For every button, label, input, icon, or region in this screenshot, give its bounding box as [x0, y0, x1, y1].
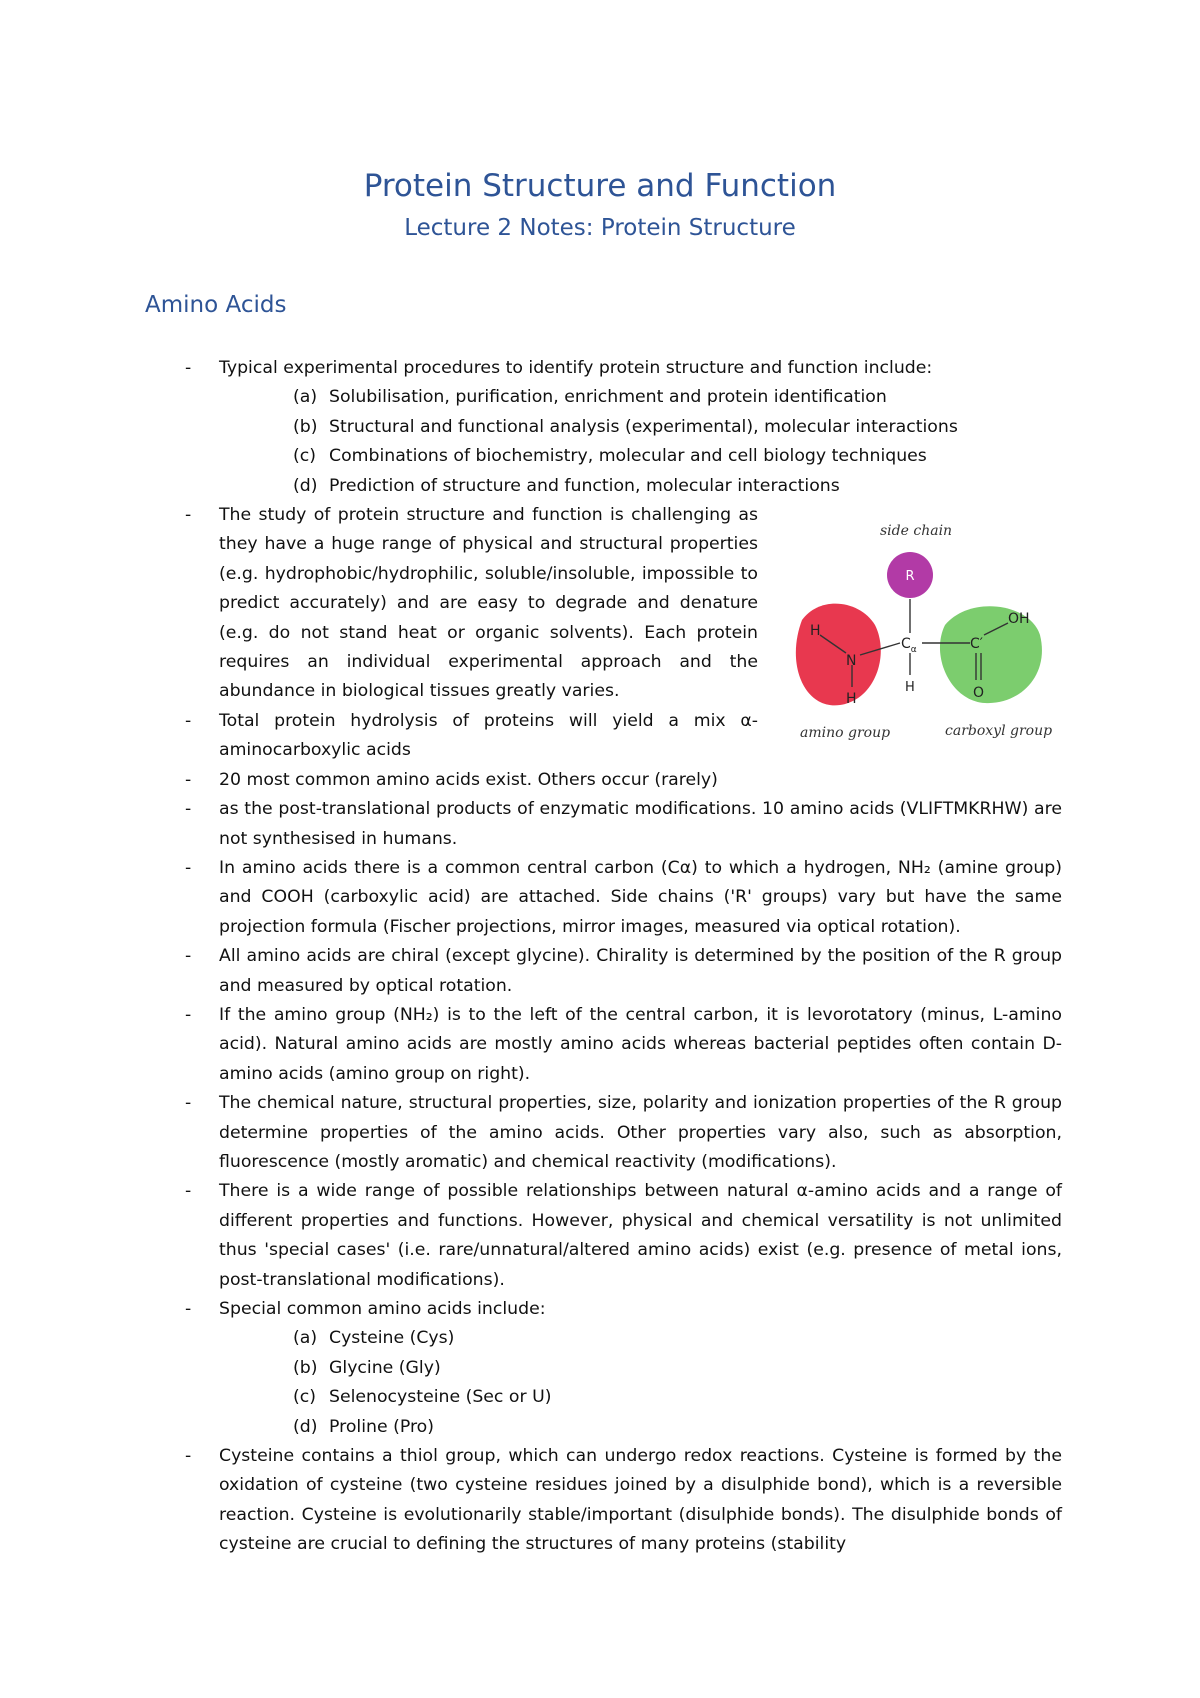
list-item: - All amino acids are chiral (except glycine). Chirality is determined by the position of the R group and measured by optical rotation. [0, 942, 1062, 1001]
sub-item-label: (b) [293, 416, 318, 437]
alpha-carbon-c: C [901, 636, 911, 652]
sub-item [0, 442, 1200, 471]
document-subtitle: Lecture 2 Notes: Protein Structure [404, 215, 796, 241]
alpha-carbon [901, 636, 917, 655]
sub-item [0, 1413, 1200, 1442]
h-atom-left: H [810, 623, 821, 639]
sub-item [0, 383, 1200, 412]
sub-item-text: Structural and functional analysis (experimental), molecular interactions [329, 416, 958, 437]
list-item: - Total protein hydrolysis of proteins will yield a mix α-aminocarboxylic acids [0, 707, 758, 766]
amino-acid-structure-figure [780, 515, 1080, 765]
sub-item-text: Glycine (Gly) [329, 1357, 441, 1378]
list-item: - Cysteine contains a thiol group, which can undergo redox reactions. Cysteine is formed by the oxidation of cysteine (two cysteine residues joined by a disulphide bond), which is a reversible reaction. Cysteine is evolutionarily stable/important (disulphide bonds). The disulphide bonds of cysteine are crucial to defining the structures of many proteins (stability [0, 1442, 1062, 1560]
h-atom-bottom: H [846, 691, 857, 707]
list-item: - If the amino group (NH₂) is to the left of the central carbon, it is levorotatory (minus, L-amino acid). Natural amino acids are mostly amino acids whereas bacterial peptides often contain D-amino acids (amino group on right). [0, 1001, 1062, 1089]
side-chain-label: side chain [880, 523, 953, 539]
sub-item-label: (c) [293, 1387, 316, 1408]
alpha-subscript: α [910, 645, 917, 655]
list-item-continued [0, 795, 1062, 854]
n-atom: N [846, 653, 857, 669]
list-item-continued-text: as the post-translational products of enzymatic modifications. 10 amino acids (VLIFTMKRHW) are not synthesised in humans. [219, 799, 1062, 849]
sub-item-text: Proline (Pro) [329, 1416, 434, 1437]
document-title: Protein Structure and Function [363, 168, 837, 204]
sub-item [0, 1324, 1200, 1353]
list-item: - There is a wide range of possible relationships between natural α-amino acids and a range of different properties and functions. However, physical and chemical versatility is not unlimited thus 'special cases' (i.e. rare/unnatural/altered amino acids) exist (e.g. presence of metal ions, post-translational modifications). [0, 1177, 1062, 1295]
amino-group-label: amino group [800, 725, 891, 741]
r-group-label: R [905, 569, 915, 584]
oh-group: OH [1008, 611, 1030, 627]
list-item: - Special common amino acids include: [0, 1295, 1062, 1324]
carbonyl-carbon: C′ [970, 636, 983, 652]
list-item: - The chemical nature, structural properties, size, polarity and ionization properties of the R group determine properties of the amino acids. Other properties vary also, such as absorption, fluorescence (mostly aromatic) and chemical reactivity (modifications). [0, 1089, 1062, 1177]
sub-item-label: (d) [293, 1416, 318, 1437]
sub-item-label: (d) [293, 475, 318, 496]
sub-item [0, 1383, 1200, 1412]
sub-item-text: Combinations of biochemistry, molecular and cell biology techniques [329, 446, 927, 467]
list-item: - In amino acids there is a common central carbon (Cα) to which a hydrogen, NH₂ (amine group) and COOH (carboxylic acid) are attached. Side chains ('R' groups) vary but have the same projection formula (Fischer projections, mirror images, measured via optical rotation). [0, 854, 1062, 942]
sub-item-text: Prediction of structure and function, molecular interactions [329, 475, 840, 496]
sub-item-label: (c) [293, 446, 316, 467]
sub-item-label: (a) [293, 1328, 318, 1349]
list-item: - Typical experimental procedures to identify protein structure and function include: [0, 354, 1062, 383]
amino-group-blob [796, 604, 881, 706]
section-heading: Amino Acids [145, 292, 287, 318]
sub-item-text: Selenocysteine (Sec or U) [329, 1387, 552, 1408]
sub-item [0, 1354, 1200, 1383]
sub-item-label: (a) [293, 387, 318, 408]
carboxyl-group-label: carboxyl group [945, 723, 1053, 739]
sub-item [0, 413, 1200, 442]
sub-item-text: Cysteine (Cys) [329, 1328, 455, 1349]
sub-item-label: (b) [293, 1357, 318, 1378]
o-atom: O [973, 685, 985, 701]
list-item: - The study of protein structure and function is challenging as they have a huge range of physical and structural properties (e.g. hydrophobic/hydrophilic, soluble/insoluble, impossible to predict accurately) and are easy to degrade and denature (e.g. do not stand heat or organic solvents). Each protein requires an individual experimental approach and the abundance in biological tissues greatly varies. [0, 501, 758, 707]
sub-item [0, 472, 1200, 501]
h-atom-below: H [905, 680, 915, 695]
list-item: - 20 most common amino acids exist. Others occur (rarely) [0, 766, 758, 795]
sub-item-text: Solubilisation, purification, enrichment and protein identification [329, 387, 887, 408]
